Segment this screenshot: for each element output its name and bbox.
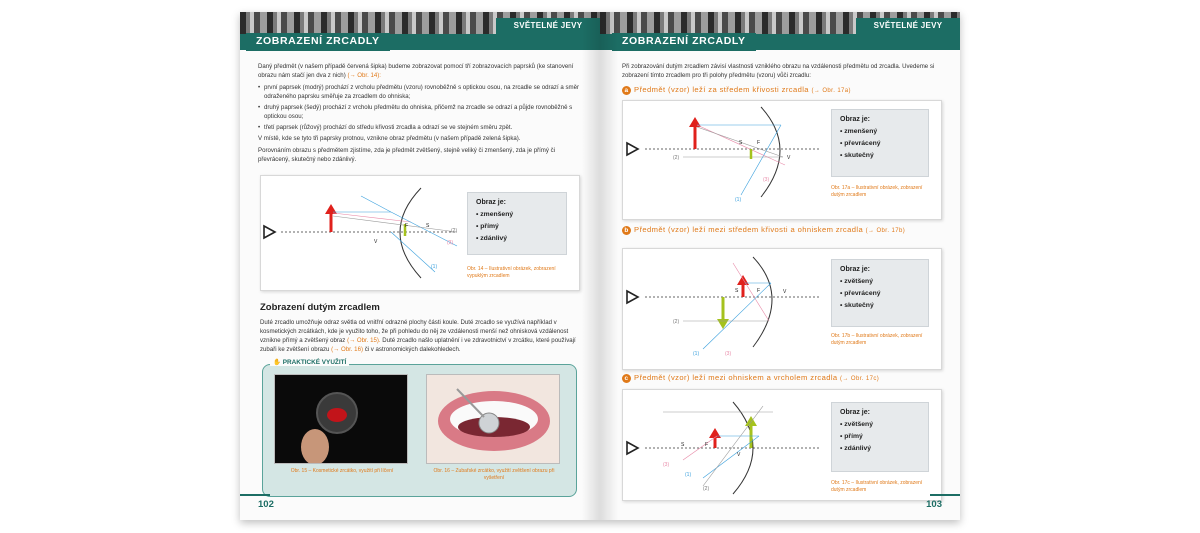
paragraph: V místě, kde se tyto tři paprsky protnou, vznikne obraz předmětu (v našem případě zelená šipka). [258,135,521,142]
figure-caption: Obr. 17c – Ilustrativní obrázek, zobrazení dutým zrcadlem [831,480,923,493]
page-right [600,12,960,520]
fig-ref[interactable]: (→ Obr. 17a) [811,88,851,94]
concave-mirror-diagram-c [623,390,823,500]
result-item: • skutečný [840,302,874,309]
figure-17c [622,389,942,501]
eye-icon [627,291,638,303]
case-a-heading [622,85,942,95]
ray-label: (2) [673,155,680,161]
result-title: Obraz je: [476,199,506,206]
eye-icon [627,143,638,155]
page-left [240,12,600,520]
page-number-line [930,494,960,496]
result-item: • převrácený [840,140,881,147]
figure-caption: Obr. 15 – Kosmetické zrcátko, využití při líčení [290,468,394,474]
dental-mirror-photo [426,374,560,464]
gutter-shadow [600,12,618,520]
case-c-heading [622,373,942,383]
figure-17a [622,100,942,220]
result-title: Obraz je: [840,266,870,273]
cosmetic-mirror-photo [274,374,408,464]
intro-block [258,62,580,164]
result-title: Obraz je: [840,116,870,123]
case-letter: b [622,226,631,235]
page-number: 103 [926,499,942,510]
result-item: • zvětšený [840,421,873,428]
fig-ref[interactable]: (→ Obr. 15). [347,337,381,344]
ray-list [258,83,580,132]
paragraph: Porovnáním obrazu s předmětem zjistíme, zda je předmět zvětšený, stejně veliký či zmenšený, zda je přímý či převrácený, skutečný nebo zdánlivý. [258,147,556,163]
result-item: • zdánlivý [840,445,872,452]
practical-text: PRAKTICKÉ VYUŽITÍ [282,359,347,366]
list-item: • první paprsek (modrý) prochází z vrcholu předmětu (vzoru) rovnoběžně s optickou osou, na zrcadle se odrazí a směr odraženého paprsku směřuje za zrcadlem do ohniska; [258,83,580,101]
ray-label: (1) [431,264,438,270]
case-letter: c [622,374,631,383]
section-text [260,318,580,354]
result-item: • zmenšený [476,211,514,218]
result-box [831,109,929,177]
result-item: • skutečný [840,152,874,159]
label-s: S [426,223,430,229]
list-item: • druhý paprsek (šedý) prochází z vrcholu předmětu do ohniska, přičemž na zrcadle se odrazí a půjde rovnoběžně s optickou osou; [258,103,580,121]
case-letter: a [622,86,631,95]
header-tag: SVĚTELNÉ JEVY [856,18,960,34]
header-title: ZOBRAZENÍ ZRCADLY [612,33,756,51]
dental-mirror-image [427,375,560,464]
convex-mirror-diagram [261,176,461,290]
text: či v astronomických dalekohledech. [364,346,461,353]
text: Duté zrcadlo umožňuje odraz světla od vnitřní odrazné plochy části koule. Duté zrcadlo se využívá například v kosmetických zrcátkách, kde je využito toho, že při pohledu do něj ze vzdálenosti menší než ohnisková vzdálenost vznikne přímý a zvětšený obraz [260,319,569,344]
result-box [467,192,567,255]
ray-label: (3) [763,177,770,183]
practical-label [270,358,349,366]
label-f: F [757,140,761,146]
label-f: F [405,223,409,229]
text: Duté zrcadlo našlo uplatnění i ve zdravotnictví v zrcátku, které používají zubaři ke zvětšení obrazu [260,337,576,353]
cosmetic-mirror-image [275,375,408,464]
header-title: ZOBRAZENÍ ZRCADLY [246,33,390,51]
label-v: V [374,239,378,245]
label-s: S [735,288,739,294]
result-box [831,259,929,327]
eye-icon [264,226,275,238]
result-box [831,402,929,472]
case-title: Předmět (vzor) leží mezi ohniskem a vrcholem zrcadla [634,373,838,382]
gutter-shadow [582,12,600,520]
result-item: • zdánlivý [476,235,508,242]
label-v: V [787,155,791,161]
result-item: • zmenšený [840,128,878,135]
figure-17b [622,248,942,370]
list-item: • třetí paprsek (růžový) prochází do středu křivosti zrcadla a odrazí se ve stejném směru zpět. [258,123,580,132]
ray-label: (2) [673,319,680,325]
ray-label: (1) [685,472,692,478]
label-v: V [737,452,741,458]
label-s: S [681,442,685,448]
ray-label: (3) [447,240,454,246]
result-item: • přímý [840,433,863,440]
ray-label: (1) [693,351,700,357]
fig-ref[interactable]: (→ Obr. 17b) [865,228,906,234]
lightbulb-icon: ✋ [273,359,283,366]
section-title: Zobrazení dutým zrcadlem [260,302,380,313]
figure-caption: Obr. 17b – Ilustrativní obrázek, zobrazení dutým zrcadlem [831,333,923,346]
intro-text: Daný předmět (v našem případě červená šipka) budeme zobrazovat pomocí tří zobrazovacích paprsků (ke stanovení obrazu nám stačí jen dva z nich) [258,63,574,79]
figure-caption: Obr. 14 – Ilustrativní obrázek, zobrazení vypuklým zrcadlem [467,266,556,279]
ray-label: (1) [735,197,742,203]
case-b-heading [622,225,942,235]
label-f: F [705,442,709,448]
label-v: V [783,289,787,295]
header-tag: SVĚTELNÉ JEVY [496,18,600,34]
ray-label: (3) [725,351,732,357]
case-title: Předmět (vzor) leží mezi středem křivosti a ohniskem zrcadla [634,225,864,234]
result-title: Obraz je: [840,409,870,416]
fig-ref[interactable]: (→ Obr. 17c) [840,376,880,382]
case-title: Předmět (vzor) leží za středem křivosti zrcadla [634,85,809,94]
result-item: • převrácený [840,290,881,297]
ray-label: (2) [703,486,710,492]
eye-icon [627,442,638,454]
label-f: F [757,288,761,294]
book-spread [240,12,960,520]
figure-caption: Obr. 17a – Ilustrativní obrázek, zobrazení dutým zrcadlem [831,185,923,198]
fig-ref[interactable]: (→ Obr. 14): [347,72,381,79]
intro-text: Při zobrazování dutým zrcadlem závisí vlastnosti vzniklého obrazu na vzdálenosti předmětu od zrcadla. Uvedeme si zobrazení tímto zrcadlem pro tři polohy předmětu (vzoru) vůči zrcadlu: [622,63,935,79]
fig-ref[interactable]: (→ Obr. 16) [331,346,363,353]
page-number-line [240,494,270,496]
label-s: S [739,140,743,146]
result-item: • zvětšený [840,278,873,285]
concave-mirror-diagram-a [623,101,823,219]
figure-caption: Obr. 16 – Zubařské zrcátko, využití zvětšení obrazu při vyšetření [433,468,555,481]
ray-label: (3) [663,462,670,468]
ray-label: (2) [451,228,458,234]
concave-mirror-diagram-b [623,249,823,369]
page-number: 102 [258,499,274,510]
figure-14 [260,175,580,291]
result-item: • přímý [476,223,499,230]
